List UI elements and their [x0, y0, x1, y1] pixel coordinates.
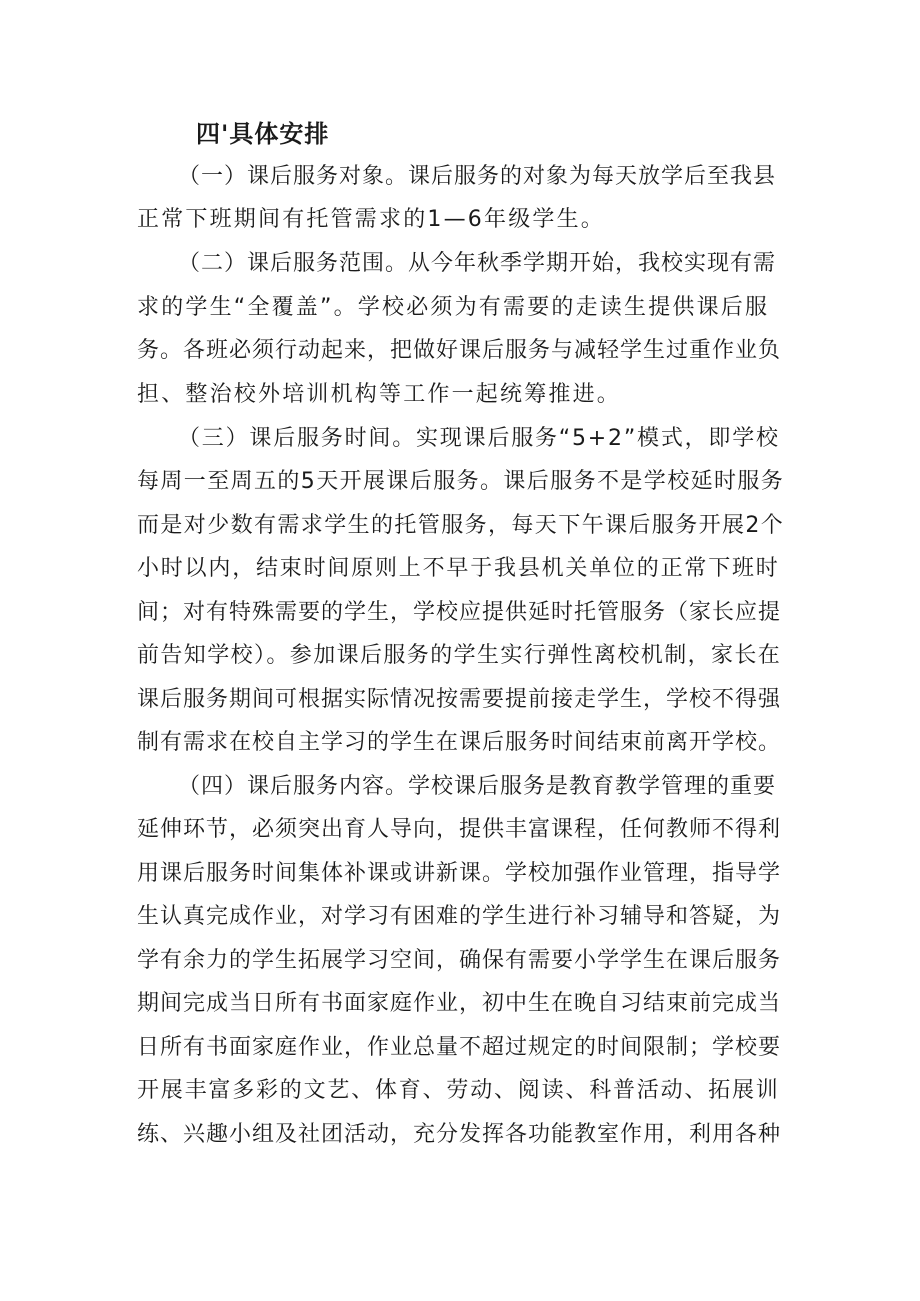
paragraph-line: 日所有书面家庭作业，作业总量不超过规定的时间限制；学校要 — [137, 1035, 782, 1060]
paragraph-line: 小时以内，结束时间原则上不早于我县机关单位的正常下班时 — [137, 556, 780, 581]
paragraph-line: 期间完成当日所有书面家庭作业，初中生在晚自习结束前完成当 — [137, 991, 782, 1016]
paragraph-line: 制有需求在校自主学习的学生在课后服务时间结束前离开学校。 — [137, 730, 782, 755]
paragraph-line: （二）课后服务范围。从今年秋季学期开始，我校实现有需 — [178, 251, 777, 276]
paragraph-line: 担、整治校外培训机构等工作一起统筹推进。 — [137, 382, 622, 407]
paragraph-line: 课后服务期间可根据实际情况按需要提前接走学生，学校不得强 — [137, 687, 782, 712]
paragraph-line: 延伸环节，必须突出育人导向，提供丰富课程，任何教师不得利 — [137, 817, 782, 842]
paragraph-line: 用课后服务时间集体补课或讲新课。学校加强作业管理，指导学 — [137, 861, 782, 886]
paragraph-line: 练、兴趣小组及社团活动，充分发挥各功能教室作用，利用各种 — [137, 1122, 782, 1147]
paragraph-line: （三）课后服务时间。实现课后服务“5+2”模式，即学校 — [178, 426, 780, 451]
paragraph-line: 而是对少数有需求学生的托管服务，每天下午课后服务开展2个 — [137, 513, 785, 538]
paragraph-line: （四）课后服务内容。学校课后服务是教育教学管理的重要 — [178, 774, 777, 799]
paragraph-line: （一）课后服务对象。课后服务的对象为每天放学后至我县 — [178, 164, 777, 189]
paragraph-line: 前告知学校）。参加课后服务的学生实行弹性离校机制，家长在 — [137, 643, 782, 668]
paragraph-line: 开展丰富多彩的文艺、体育、劳动、阅读、科普活动、拓展训 — [137, 1078, 780, 1103]
paragraph-line: 每周一至周五的5天开展课后服务。课后服务不是学校延时服务 — [137, 469, 785, 494]
section-heading: 四'具体安排 — [196, 120, 330, 148]
paragraph-line: 务。各班必须行动起来，把做好课后服务与减轻学生过重作业负 — [137, 338, 782, 363]
paragraph-line: 间；对有特殊需要的学生，学校应提供延时托管服务（家长应提 — [137, 600, 782, 625]
paragraph-line: 正常下班期间有托管需求的1—6年级学生。 — [137, 207, 605, 232]
paragraph-line: 学有余力的学生拓展学习空间，确保有需要小学学生在课后服务 — [137, 948, 782, 973]
paragraph-line: 生认真完成作业，对学习有困难的学生进行补习辅导和答疑，为 — [137, 904, 782, 929]
paragraph-line: 求的学生“全覆盖”。学校必须为有需要的走读生提供课后服 — [137, 295, 770, 320]
